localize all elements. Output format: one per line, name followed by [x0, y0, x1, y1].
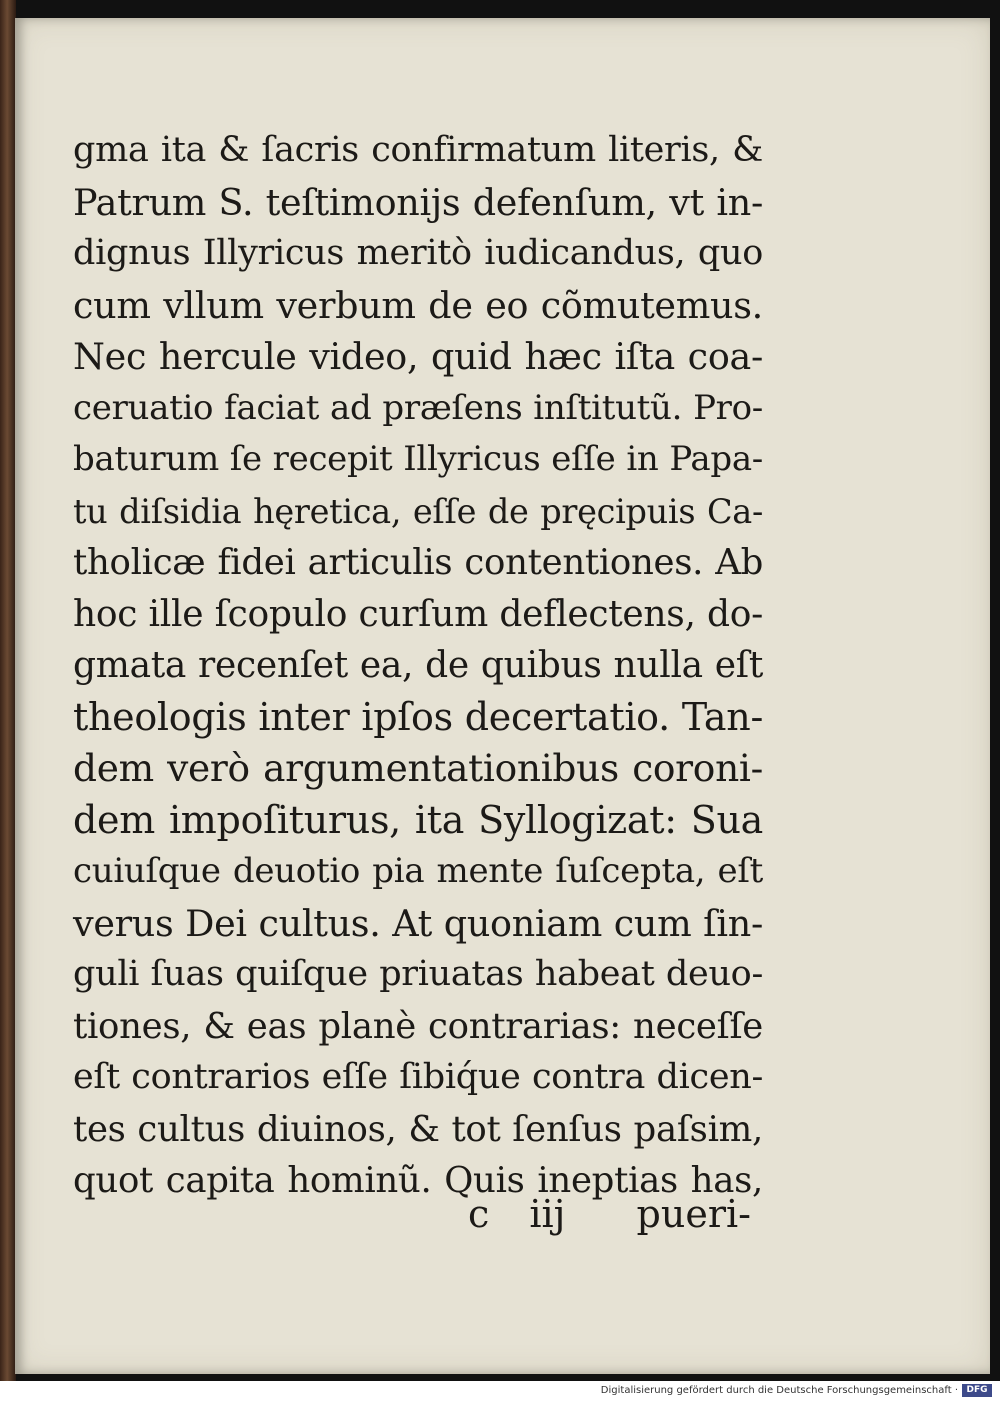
- text-line: verus Dei cultus. At quoniam cum ſin-: [73, 901, 763, 945]
- text-line: dem impoſiturus, ita Syllogizat: Sua: [73, 797, 763, 842]
- catchword: pueri-: [636, 1192, 751, 1236]
- page-sheet: [15, 18, 990, 1374]
- text-line: cuiuſque deuotio pia mente ſuſcepta, eſt: [73, 851, 763, 891]
- book-spine-edge: [0, 0, 16, 1381]
- text-line: theologis inter ipſos decertatio. Tan-: [73, 694, 763, 739]
- text-line: tu diſsidia hęretica, eſſe de pręcipuis Ca-: [73, 491, 763, 531]
- text-line: gmata recenſet ea, de quibus nulla eſt: [73, 645, 763, 686]
- text-line: tiones, & eas planè contrarias: neceſſe: [73, 1005, 763, 1047]
- text-line: tes cultus diuinos, & tot ſenſus paſsim,: [73, 1108, 763, 1150]
- signature-mark: c iij: [468, 1192, 566, 1236]
- dfg-logo: DFG: [962, 1384, 992, 1397]
- text-line: hoc ille ſcopulo curſum deflectens, do-: [73, 593, 763, 635]
- text-line: gma ita & ſacris confirmatum literis, &: [73, 130, 763, 170]
- text-line: tholicæ fidei articulis contentiones. Ab: [73, 542, 763, 583]
- footer-bar: [0, 1381, 1000, 1401]
- text-line: Patrum S. teſtimonijs defenſum, vt in-: [73, 180, 763, 224]
- text-line: dem verò argumentationibus coroni-: [73, 746, 763, 790]
- page-foot-row: [73, 1188, 763, 1240]
- text-block: [73, 125, 763, 1207]
- text-line: cum vllum verbum de eo cõmutemus.: [73, 283, 763, 327]
- text-line: baturum ſe recepit Illyricus eſſe in Papa-: [73, 439, 763, 479]
- text-line: dignus Illyricus meritò iudicandus, quo: [73, 233, 763, 273]
- text-line: Nec hercule video, quid hæc iſta coa-: [73, 335, 763, 378]
- text-line: ceruatio faciat ad præſens inſtitutũ. Pro-: [73, 387, 763, 428]
- text-line: quot capita hominũ. Quis ineptias has,: [73, 1160, 763, 1201]
- text-line: guli ſuas quiſque priuatas habeat deuo-: [73, 954, 763, 994]
- text-line: eſt contrarios eſſe ſibiq́ue contra dicen-: [73, 1057, 763, 1097]
- funding-credit: Digitalisierung gefördert durch die Deutsche Forschungsgemeinschaft ·: [600, 1385, 958, 1396]
